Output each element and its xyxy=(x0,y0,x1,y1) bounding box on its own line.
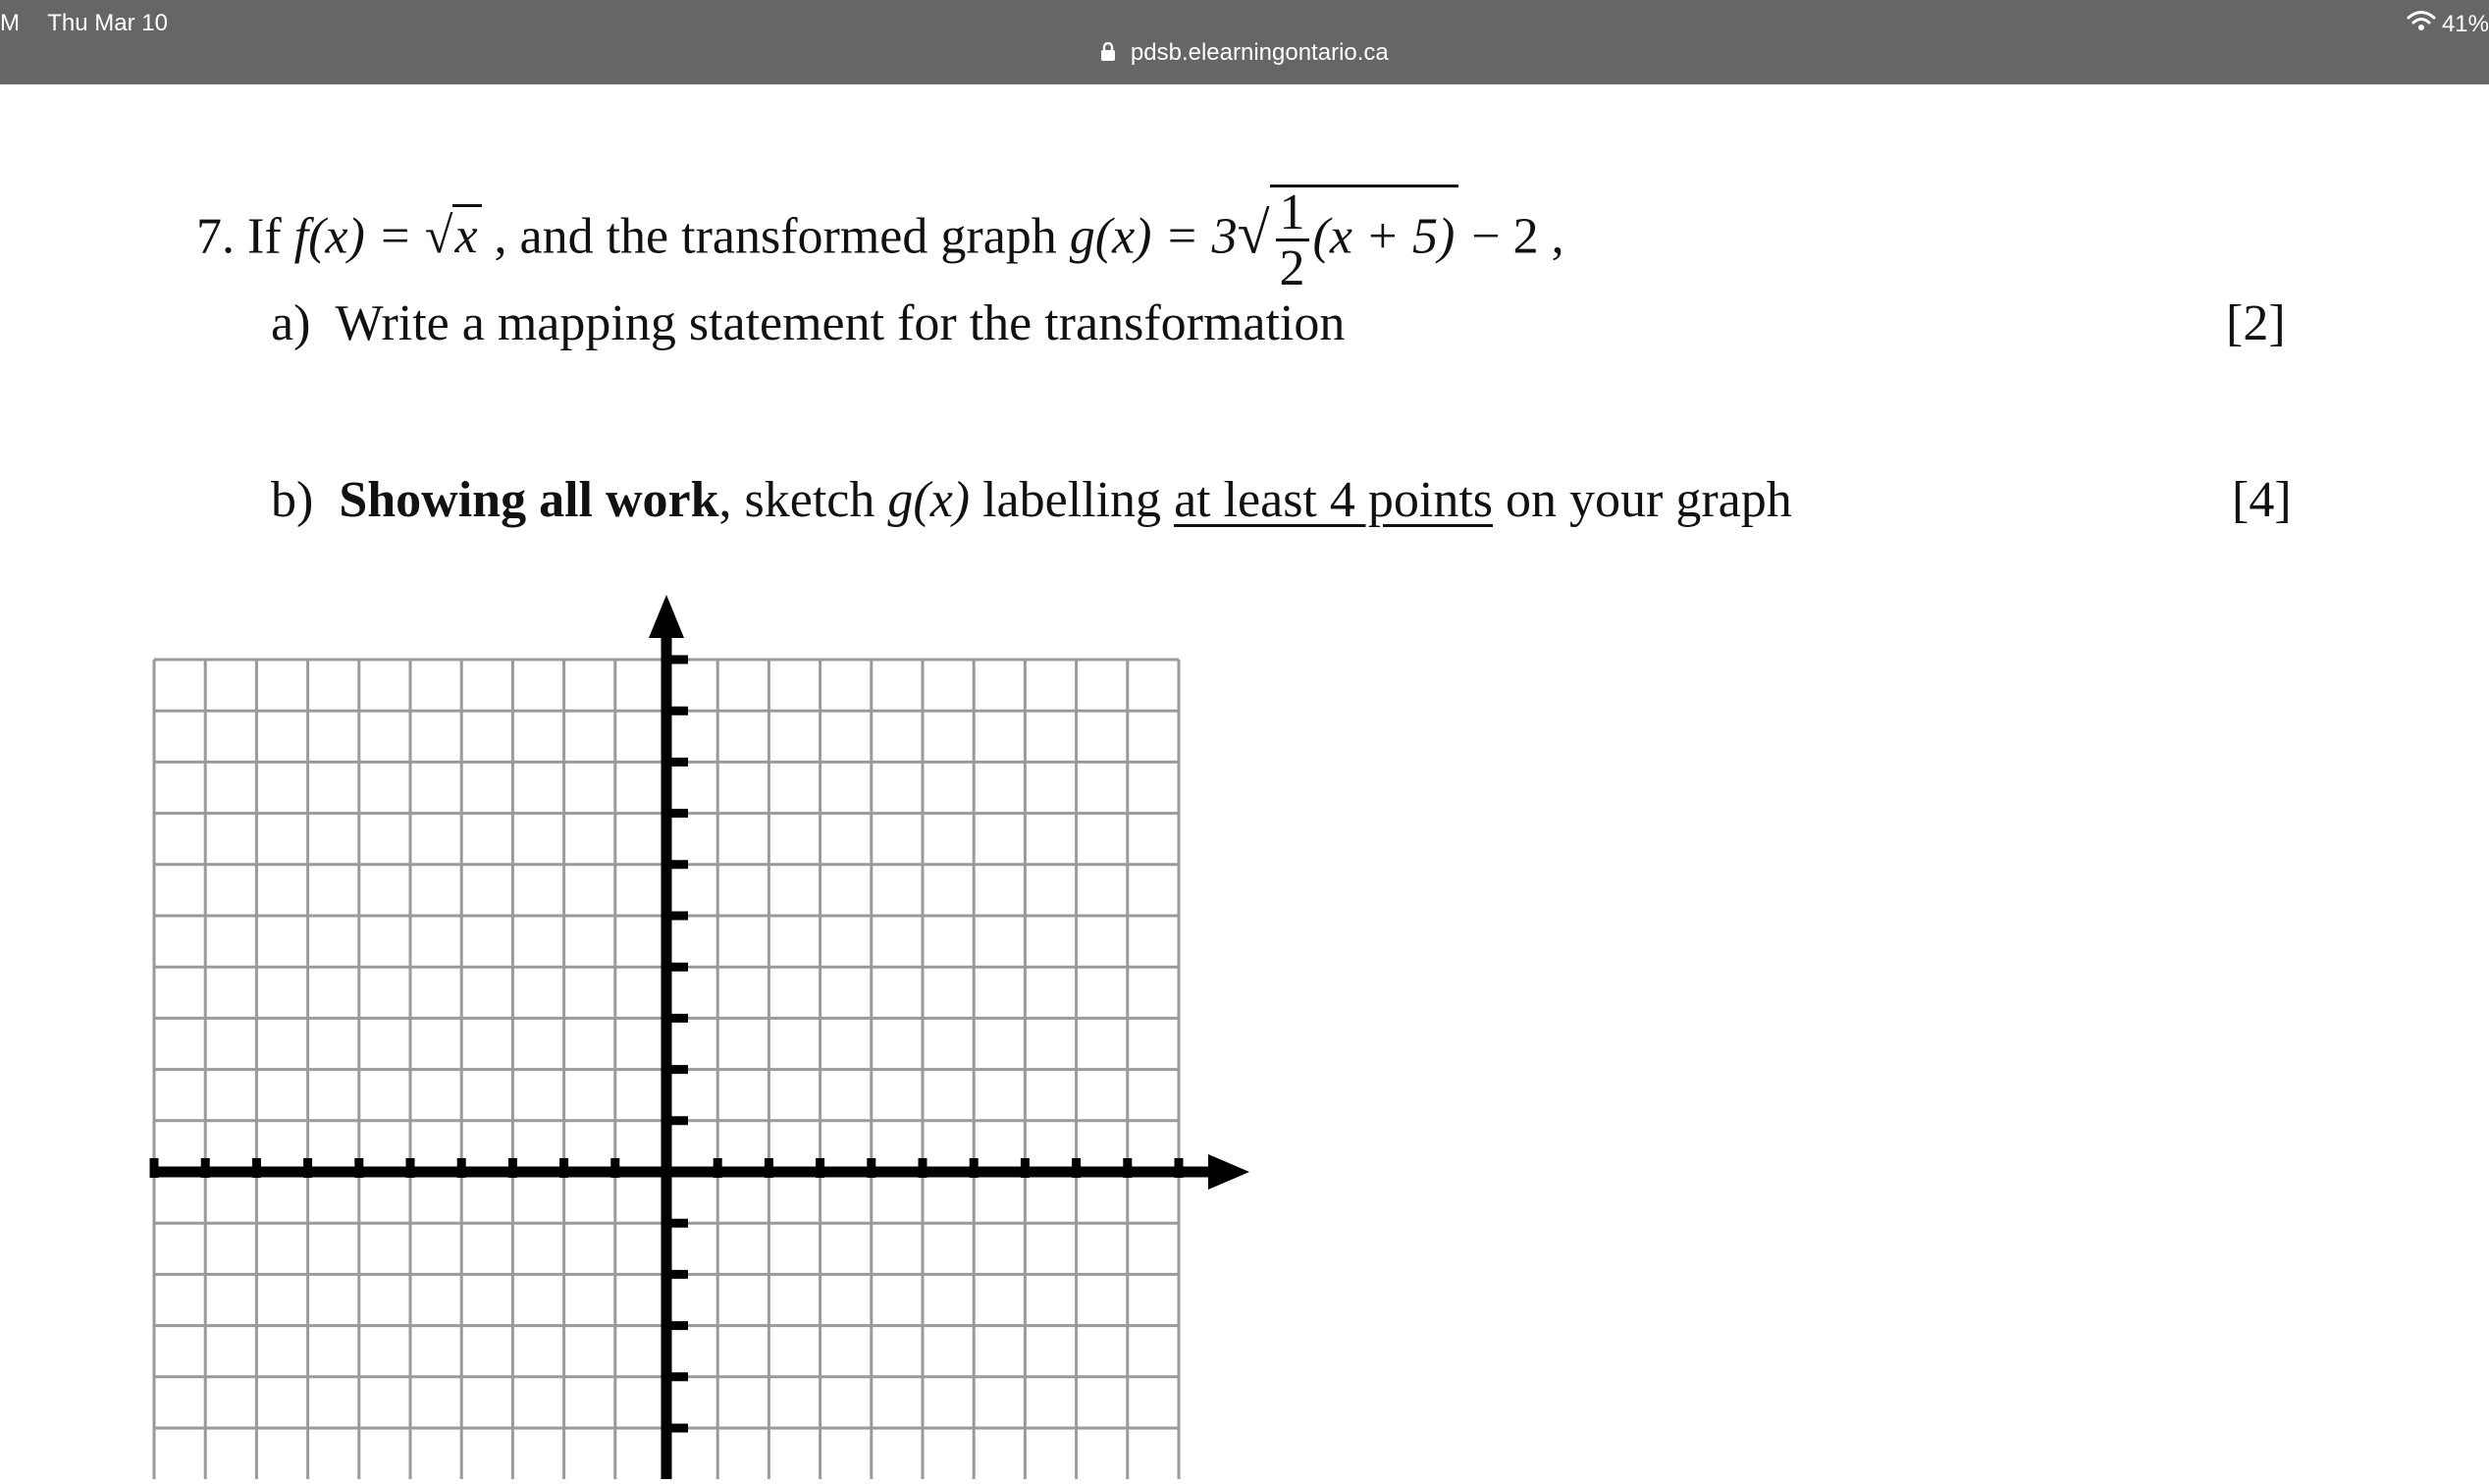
status-right xyxy=(2407,10,2489,38)
y-axis-arrow-icon xyxy=(649,595,684,638)
coordinate-grid-svg[interactable] xyxy=(137,589,1256,1479)
g-lhs: g(x) = 3 xyxy=(1069,208,1238,265)
time-fragment: M xyxy=(0,10,20,36)
question-intro: If xyxy=(247,208,282,265)
fraction xyxy=(1276,187,1309,294)
g-sqrt: √ $\frac{1}{2}$ (x + 5) xyxy=(1238,185,1459,294)
x-axis-arrow-icon xyxy=(1208,1154,1249,1190)
sqrt-arg: x xyxy=(452,204,481,265)
f-sqrt: √x xyxy=(425,204,482,265)
question-number: 7. xyxy=(196,208,235,265)
part-a-label: a) xyxy=(271,295,311,351)
url-text: pdsb.elearningontario.ca xyxy=(1130,39,1389,66)
fraction-denominator: 2 xyxy=(1276,238,1309,294)
part-a-text: Write a mapping statement for the transformation xyxy=(335,295,1346,351)
part-b-func: g(x) xyxy=(887,472,971,528)
inner-expression: (x + 5) xyxy=(1312,208,1456,265)
graph-grid[interactable] xyxy=(137,589,1256,1479)
lock-icon xyxy=(1100,41,1116,69)
part-a xyxy=(271,294,1345,352)
fraction-numerator: 1 xyxy=(1279,185,1305,240)
wifi-icon xyxy=(2407,10,2436,38)
part-b-underlined: at least 4 points xyxy=(1174,472,1494,528)
part-a-points: [2] xyxy=(2226,295,2286,351)
part-b-text1: , sketch xyxy=(718,472,875,528)
part-b xyxy=(271,471,1792,529)
browser-top-bar xyxy=(0,0,2489,84)
status-date: Thu Mar 10 xyxy=(47,10,168,36)
question-mid: , and the transformed graph xyxy=(494,208,1057,265)
part-b-text3: on your graph xyxy=(1506,472,1792,528)
question-7-line xyxy=(196,185,1564,294)
part-b-points: [4] xyxy=(2232,472,2292,528)
battery-percent: 41% xyxy=(2441,10,2489,37)
address-bar[interactable] xyxy=(0,39,2489,69)
part-b-label: b) xyxy=(271,472,314,528)
status-left xyxy=(0,10,168,37)
part-b-text2: labelling xyxy=(982,472,1162,528)
g-tail: − 2 , xyxy=(1471,208,1564,265)
part-b-bold: Showing all work xyxy=(339,472,719,528)
f-definition: f(x) = xyxy=(293,208,412,265)
